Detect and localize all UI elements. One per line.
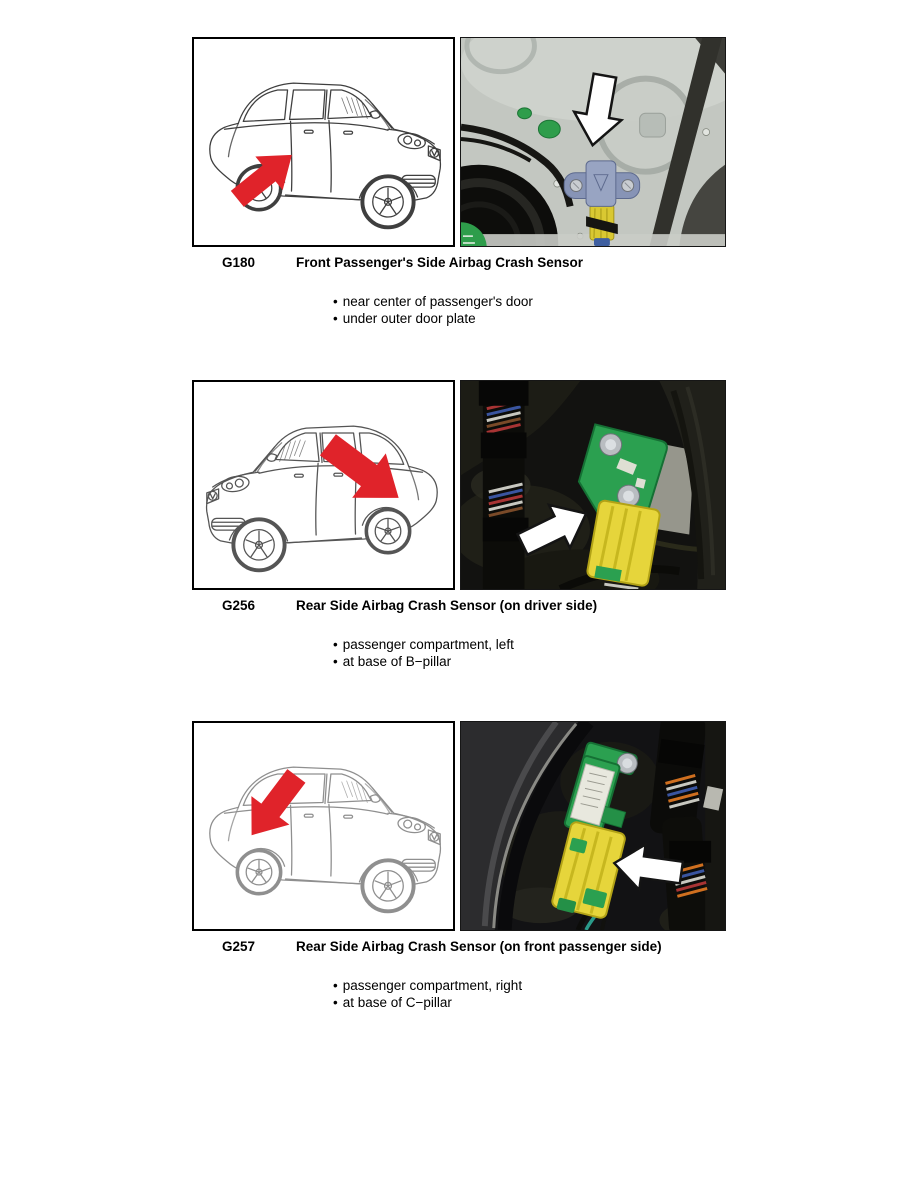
- car-outline: [207, 426, 438, 570]
- figure-caption: [192, 255, 732, 271]
- component-code: G180: [222, 255, 256, 270]
- component-code: G257: [222, 939, 256, 954]
- figure-pair: [192, 380, 732, 590]
- component-title: Rear Side Airbag Crash Sensor (on front passenger side): [296, 939, 662, 954]
- figure-pair: [192, 37, 732, 247]
- sensor-location-photo: [460, 380, 726, 590]
- sensor-section-g180: [192, 37, 732, 327]
- location-bullet: • under outer door plate: [333, 310, 732, 327]
- sensor-section-g257: [192, 721, 732, 1011]
- figure-caption: [192, 939, 732, 955]
- component-title: Front Passenger's Side Airbag Crash Sensor: [296, 255, 584, 270]
- figure-pair: [192, 721, 732, 931]
- sensor-location-photo: [460, 721, 726, 931]
- wiring-connector: [587, 500, 661, 587]
- location-bullet: • at base of B−pillar: [333, 653, 732, 670]
- component-code: G256: [222, 598, 256, 613]
- location-bullet: • passenger compartment, right: [333, 977, 732, 994]
- location-bullet: • passenger compartment, left: [333, 636, 732, 653]
- car-location-drawing: [192, 37, 455, 247]
- location-bullet: • at base of C−pillar: [333, 994, 732, 1011]
- location-bullet: • near center of passenger's door: [333, 293, 732, 310]
- sensor-location-photo: [460, 37, 726, 247]
- red-location-arrow-icon: [311, 423, 415, 520]
- figure-caption: [192, 598, 732, 614]
- location-bullets: [192, 636, 732, 670]
- sensor-section-g256: [192, 380, 732, 670]
- location-bullets: [192, 293, 732, 327]
- location-bullets: [192, 977, 732, 1011]
- car-outline: [210, 767, 441, 911]
- component-title: Rear Side Airbag Crash Sensor (on driver side): [296, 598, 598, 613]
- car-location-drawing: [192, 721, 455, 931]
- car-location-drawing: [192, 380, 455, 590]
